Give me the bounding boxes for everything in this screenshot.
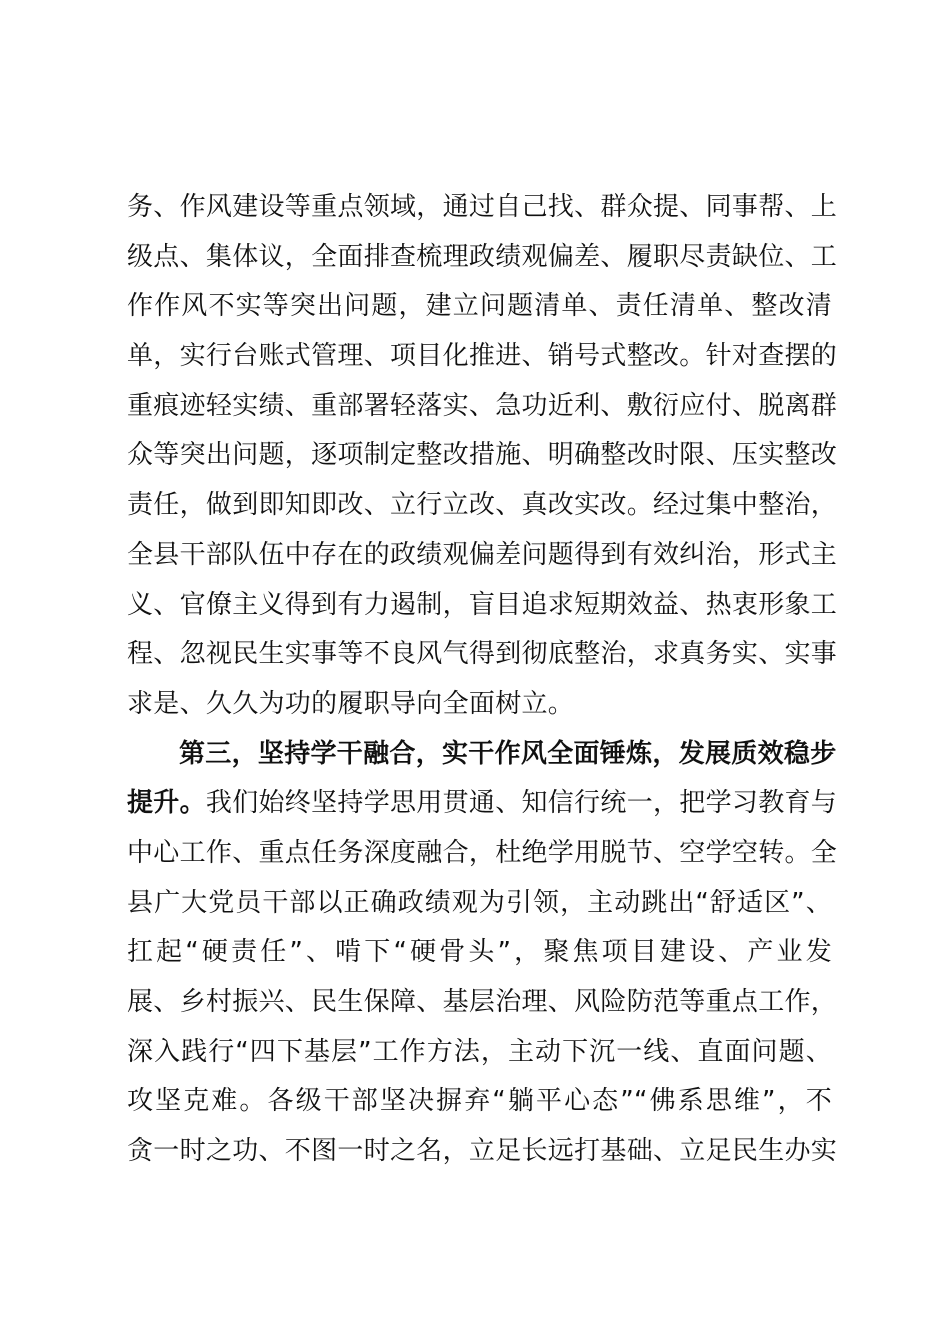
paragraph-text: 我们始终坚持学思用贯通、知信行统一，把学习教育与 <box>205 788 838 819</box>
paragraph-line: 攻坚克难。各级干部坚决摒弃“躺平心态”“佛系思维”，不 <box>127 1086 832 1117</box>
paragraph-line: 全县干部队伍中存在的政绩观偏差问题得到有效纠治，形式主 <box>127 539 838 570</box>
paragraph-line: 重痕迹轻实绩、重部署轻落实、急功近利、敷衍应付、脱离群 <box>127 390 838 421</box>
paragraph-line: 务、作风建设等重点领域，通过自己找、群众提、同事帮、上 <box>127 192 838 222</box>
paragraph-line: 中心工作、重点任务深度融合，杜绝学用脱节、空学空转。全 <box>127 837 838 868</box>
paragraph-line: 责任，做到即知即改、立行立改、真改实改。经过集中整治， <box>127 490 838 521</box>
paragraph-line: 求是、久久为功的履职导向全面树立。 <box>127 688 575 719</box>
paragraph-line: 众等突出问题，逐项制定整改措施、明确整改时限、压实整改 <box>127 440 838 471</box>
paragraph-line: 程、忽视民生实事等不良风气得到彻底整治，求真务实、实事 <box>127 639 838 670</box>
paragraph-line: 级点、集体议，全面排查梳理政绩观偏差、履职尽责缺位、工 <box>127 241 838 272</box>
body-text <box>127 183 838 1177</box>
paragraph-line: 展、乡村振兴、民生保障、基层治理、风险防范等重点工作， <box>127 987 838 1017</box>
paragraph-line: 县广大党员干部以正确政绩观为引领，主动跳出“舒适区”、 <box>127 887 832 918</box>
paragraph-line: 单，实行台账式管理、项目化推进、销号式整改。针对查摆的 <box>127 341 838 372</box>
paragraph-line: 扛起“硬责任”、啃下“硬骨头”，聚焦项目建设、产业发 <box>127 937 832 968</box>
paragraph-line: 深入践行“四下基层”工作方法，主动下沉一线、直面问题、 <box>127 1036 832 1067</box>
section-heading: 第三，坚持学干融合，实干作风全面锤炼，发展质效稳步 <box>179 738 837 769</box>
paragraph-line: 贪一时之功、不图一时之名，立足长远打基础、立足民生办实 <box>127 1136 838 1167</box>
section-heading-end: 提升。 <box>127 788 206 819</box>
paragraph-line <box>127 779 838 829</box>
paragraph-line: 作作风不实等突出问题，建立问题清单、责任清单、整改清 <box>127 291 832 322</box>
paragraph-line: 义、官僚主义得到有力遏制，盲目追求短期效益、热衷形象工 <box>127 589 838 620</box>
